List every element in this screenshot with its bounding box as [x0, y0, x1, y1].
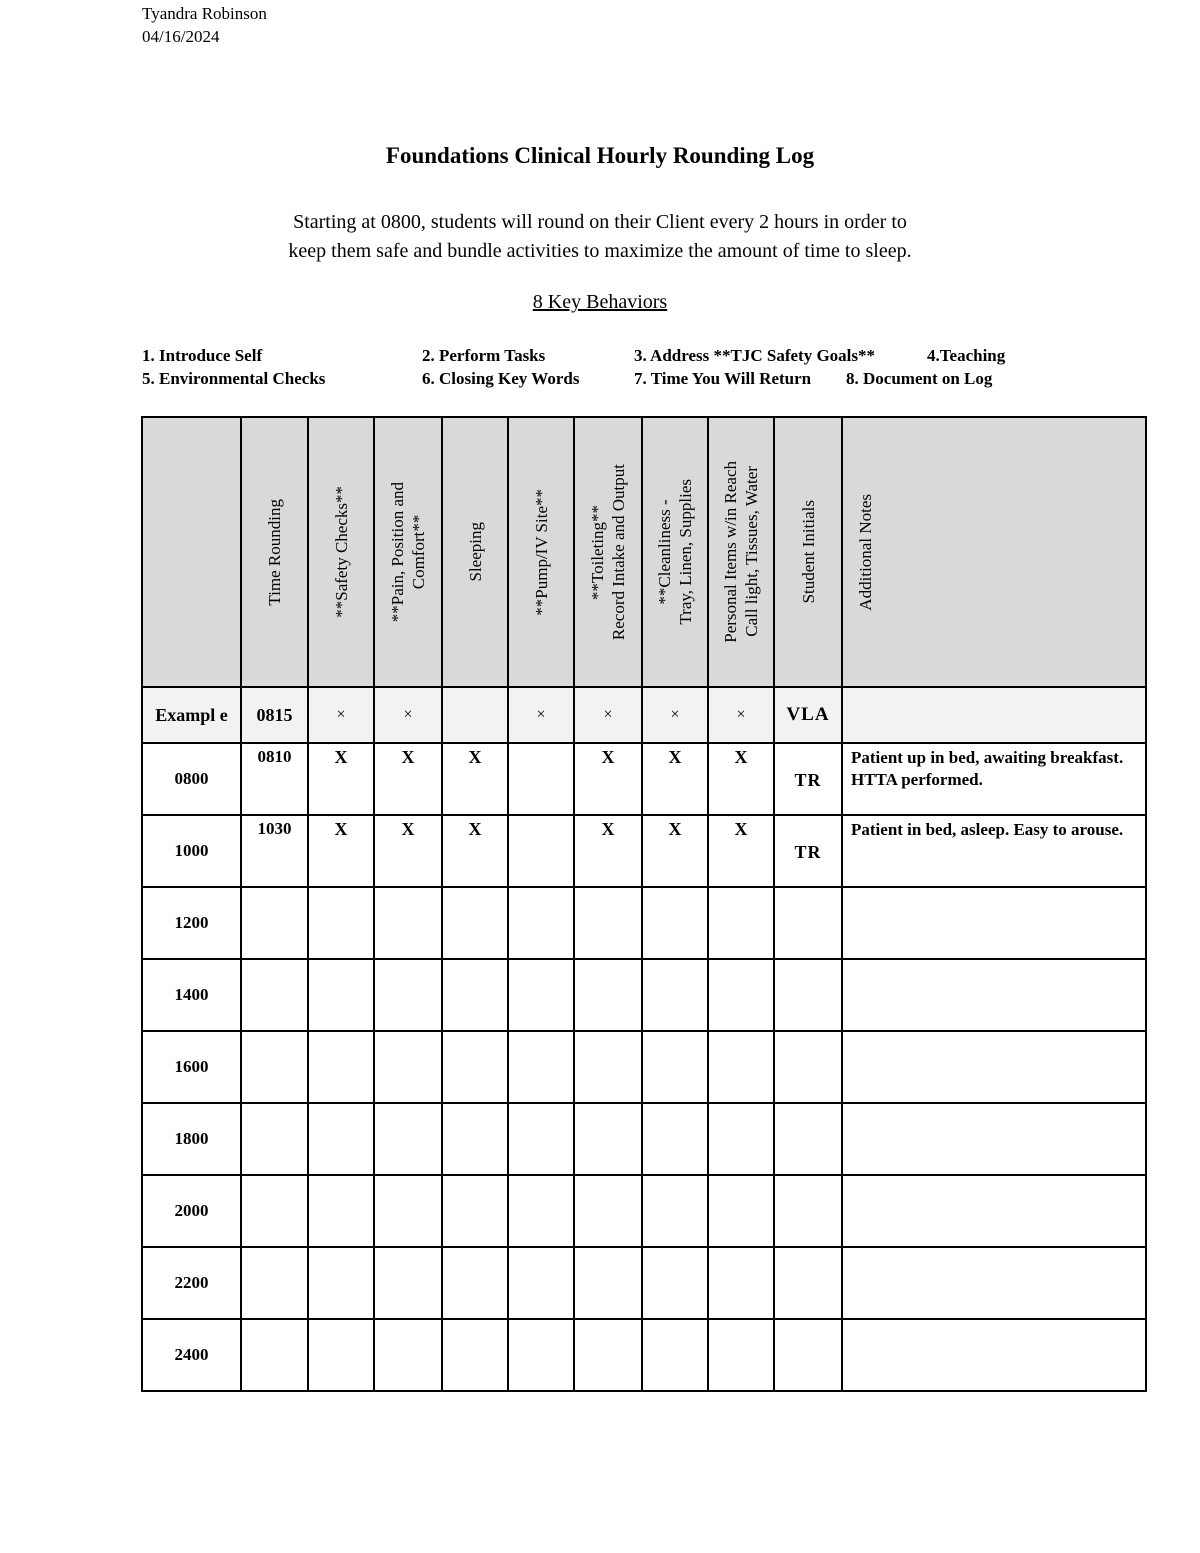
- row-time-label: 1800: [142, 1103, 241, 1175]
- student-initials-cell[interactable]: [774, 1247, 842, 1319]
- additional-notes-cell[interactable]: [842, 1103, 1146, 1175]
- check-cell[interactable]: X: [308, 743, 374, 815]
- student-initials-cell[interactable]: TR: [774, 743, 842, 815]
- behavior-item: 2. Perform Tasks: [422, 346, 546, 365]
- header-label-line: **Safety Checks**: [331, 486, 351, 618]
- table-row: [142, 887, 1146, 959]
- header-label: [720, 461, 762, 643]
- check-cell[interactable]: [308, 1103, 374, 1175]
- check-cell[interactable]: [574, 1175, 642, 1247]
- student-name: Tyandra Robinson: [142, 4, 267, 23]
- row-time-label: Exampl e: [142, 687, 241, 743]
- check-cell[interactable]: [308, 959, 374, 1031]
- behavior-item: 4.Teaching: [927, 346, 1006, 365]
- check-cell[interactable]: [642, 1103, 708, 1175]
- check-cell[interactable]: X: [642, 743, 708, 815]
- header-label-line: **Pump/IV Site**: [531, 488, 551, 616]
- check-cell[interactable]: [642, 1031, 708, 1103]
- time-rounding-cell[interactable]: 0810: [241, 743, 308, 815]
- time-rounding-cell[interactable]: [241, 959, 308, 1031]
- check-cell[interactable]: [508, 1247, 574, 1319]
- check-cell[interactable]: [374, 1175, 442, 1247]
- behavior-item: 6. Closing Key Words: [422, 369, 580, 388]
- example-row: [142, 687, 1146, 743]
- check-cell[interactable]: [442, 1247, 508, 1319]
- check-cell[interactable]: [442, 887, 508, 959]
- check-cell[interactable]: [574, 1319, 642, 1391]
- header-blank: [142, 417, 241, 687]
- header-cleanliness: [642, 417, 708, 687]
- header-label: [855, 494, 876, 611]
- header-label: [654, 479, 696, 625]
- header-cell-wrap: [575, 418, 641, 686]
- additional-notes-cell[interactable]: Patient up in bed, awaiting breakfast. HTTA performed.: [842, 743, 1146, 815]
- time-rounding-cell[interactable]: [241, 1319, 308, 1391]
- header-label: [331, 486, 352, 618]
- header-pain-position: [374, 417, 442, 687]
- check-cell[interactable]: [308, 1031, 374, 1103]
- check-cell[interactable]: X: [708, 815, 774, 887]
- page-title: Foundations Clinical Hourly Rounding Log: [385, 143, 815, 168]
- check-cell[interactable]: [508, 1031, 574, 1103]
- check-cell[interactable]: [374, 1247, 442, 1319]
- time-rounding-cell[interactable]: [241, 1247, 308, 1319]
- check-cell[interactable]: [508, 743, 574, 815]
- check-cell[interactable]: [308, 1319, 374, 1391]
- table-row: [142, 815, 1146, 887]
- check-cell[interactable]: ×: [374, 687, 442, 743]
- check-cell[interactable]: ×: [708, 687, 774, 743]
- check-cell[interactable]: [574, 1103, 642, 1175]
- check-cell[interactable]: [442, 1319, 508, 1391]
- header-label-line: Personal Items w/in Reach: [721, 461, 740, 643]
- check-cell[interactable]: [442, 1031, 508, 1103]
- table-row: [142, 743, 1146, 815]
- check-cell[interactable]: [508, 887, 574, 959]
- behavior-item: 1. Introduce Self: [142, 346, 263, 365]
- document-date: 04/16/2024: [142, 27, 220, 46]
- header-cell-wrap: [375, 418, 441, 686]
- header-label-line: Student Initials: [798, 500, 818, 604]
- check-cell[interactable]: X: [642, 815, 708, 887]
- row-time-label: 1400: [142, 959, 241, 1031]
- additional-notes-cell[interactable]: [842, 887, 1146, 959]
- check-cell[interactable]: [442, 687, 508, 743]
- header-label: [264, 499, 285, 606]
- check-cell[interactable]: [508, 1319, 574, 1391]
- check-cell[interactable]: [374, 1103, 442, 1175]
- time-rounding-cell[interactable]: [241, 887, 308, 959]
- rounding-log-table: [141, 416, 1147, 1392]
- behavior-item: 3. Address **TJC Safety Goals**: [634, 346, 876, 365]
- header-additional-notes: [842, 417, 1146, 687]
- check-cell[interactable]: [308, 1247, 374, 1319]
- header-cell-wrap: [643, 418, 707, 686]
- header-cell-wrap: [242, 418, 307, 686]
- row-time-label: 1600: [142, 1031, 241, 1103]
- row-time-label: 1200: [142, 887, 241, 959]
- student-initials-cell[interactable]: VLA: [774, 687, 842, 743]
- check-cell[interactable]: [442, 1103, 508, 1175]
- check-cell[interactable]: X: [574, 815, 642, 887]
- check-cell[interactable]: [308, 887, 374, 959]
- student-initials-cell[interactable]: [774, 887, 842, 959]
- additional-notes-cell[interactable]: [842, 1247, 1146, 1319]
- check-cell[interactable]: [508, 815, 574, 887]
- header-label-line: **Pain, Position and: [388, 481, 407, 623]
- header-label-line: **Toileting**: [588, 504, 607, 600]
- check-cell[interactable]: X: [442, 815, 508, 887]
- check-cell[interactable]: [374, 959, 442, 1031]
- additional-notes-cell[interactable]: [842, 687, 1146, 743]
- additional-notes-cell[interactable]: [842, 1175, 1146, 1247]
- header-cell-wrap: [509, 418, 573, 686]
- check-cell[interactable]: [574, 887, 642, 959]
- check-cell[interactable]: X: [374, 743, 442, 815]
- check-cell[interactable]: [708, 1031, 774, 1103]
- check-cell[interactable]: [708, 1319, 774, 1391]
- check-cell[interactable]: X: [442, 743, 508, 815]
- check-cell[interactable]: ×: [308, 687, 374, 743]
- check-cell[interactable]: [642, 959, 708, 1031]
- header-label-line: Additional Notes: [856, 493, 875, 611]
- key-behaviors-title: 8 Key Behaviors: [532, 291, 668, 313]
- check-cell[interactable]: X: [374, 815, 442, 887]
- student-initials-cell[interactable]: [774, 959, 842, 1031]
- time-rounding-cell[interactable]: [241, 1175, 308, 1247]
- table-row: [142, 1247, 1146, 1319]
- header-label: [465, 522, 486, 582]
- check-cell[interactable]: [708, 1175, 774, 1247]
- table-row: [142, 959, 1146, 1031]
- table-body: [142, 687, 1146, 1391]
- additional-notes-cell[interactable]: [842, 959, 1146, 1031]
- header-pump-iv: [508, 417, 574, 687]
- check-cell[interactable]: [642, 1175, 708, 1247]
- header-label-line: Call light, Tissues, Water: [742, 466, 761, 638]
- check-cell[interactable]: [708, 1247, 774, 1319]
- header-label: [387, 482, 429, 622]
- header-label-line: Time Rounding: [265, 498, 284, 606]
- check-cell[interactable]: X: [574, 743, 642, 815]
- header-cell-wrap: [443, 418, 507, 686]
- header-time-rounding: [241, 417, 308, 687]
- student-initials-cell[interactable]: TR: [774, 815, 842, 887]
- check-cell[interactable]: [508, 1175, 574, 1247]
- time-rounding-cell[interactable]: 0815: [241, 687, 308, 743]
- table-header-row: [142, 417, 1146, 687]
- check-cell[interactable]: [574, 1247, 642, 1319]
- check-cell[interactable]: [574, 959, 642, 1031]
- row-time-label: 2200: [142, 1247, 241, 1319]
- behavior-item: 8. Document on Log: [846, 369, 993, 388]
- header-label: [587, 464, 629, 640]
- time-rounding-cell[interactable]: [241, 1103, 308, 1175]
- header-label-line: **Cleanliness -: [655, 499, 674, 605]
- check-cell[interactable]: [708, 887, 774, 959]
- header-cell-wrap: [309, 418, 373, 686]
- header-cell-wrap: [775, 418, 841, 686]
- check-cell[interactable]: ×: [574, 687, 642, 743]
- row-time-label: 1000: [142, 815, 241, 887]
- table-row: [142, 1319, 1146, 1391]
- check-cell[interactable]: [374, 1319, 442, 1391]
- check-cell[interactable]: X: [308, 815, 374, 887]
- table-row: [142, 1031, 1146, 1103]
- row-time-label: 0800: [142, 743, 241, 815]
- behavior-item: 7. Time You Will Return: [634, 369, 812, 388]
- student-initials-cell[interactable]: [774, 1175, 842, 1247]
- check-cell[interactable]: [374, 887, 442, 959]
- check-cell[interactable]: [708, 1103, 774, 1175]
- additional-notes-cell[interactable]: [842, 1031, 1146, 1103]
- check-cell[interactable]: [574, 1031, 642, 1103]
- table-row: [142, 1103, 1146, 1175]
- student-initials-cell[interactable]: [774, 1103, 842, 1175]
- behavior-item: 5. Environmental Checks: [142, 369, 326, 388]
- header-label: [798, 500, 819, 603]
- additional-notes-cell[interactable]: [842, 1319, 1146, 1391]
- header-cell-wrap: [843, 418, 1145, 686]
- row-time-label: 2400: [142, 1319, 241, 1391]
- check-cell[interactable]: [508, 1103, 574, 1175]
- header-toileting: [574, 417, 642, 687]
- student-initials-cell[interactable]: [774, 1319, 842, 1391]
- check-cell[interactable]: ×: [508, 687, 574, 743]
- header-safety-checks: [308, 417, 374, 687]
- check-cell[interactable]: X: [708, 743, 774, 815]
- header-cell-wrap: [143, 418, 240, 686]
- header-cell-wrap: [709, 418, 773, 686]
- intro-paragraph: [0, 208, 1200, 266]
- intro-line-1: Starting at 0800, students will round on their Client every 2 hours in order to: [293, 211, 907, 233]
- check-cell[interactable]: ×: [642, 687, 708, 743]
- header-personal-items: [708, 417, 774, 687]
- check-cell[interactable]: [508, 959, 574, 1031]
- check-cell[interactable]: [642, 1247, 708, 1319]
- check-cell[interactable]: [642, 887, 708, 959]
- table-row: [142, 1175, 1146, 1247]
- intro-line-2: keep them safe and bundle activities to maximize the amount of time to sleep.: [288, 240, 912, 262]
- header-label-line: Tray, Linen, Supplies: [676, 479, 695, 625]
- student-initials-cell[interactable]: [774, 1031, 842, 1103]
- additional-notes-cell[interactable]: Patient in bed, asleep. Easy to arouse.: [842, 815, 1146, 887]
- row-time-label: 2000: [142, 1175, 241, 1247]
- time-rounding-cell[interactable]: [241, 1031, 308, 1103]
- document-header: [142, 2, 267, 48]
- check-cell[interactable]: [374, 1031, 442, 1103]
- check-cell[interactable]: [442, 1175, 508, 1247]
- header-label-line: Record Intake and Output: [609, 463, 628, 641]
- header-student-initials: [774, 417, 842, 687]
- header-sleeping: [442, 417, 508, 687]
- header-label-line: Sleeping: [465, 522, 485, 582]
- header-label-line: Comfort**: [409, 514, 428, 590]
- check-cell[interactable]: [642, 1319, 708, 1391]
- header-label: [531, 489, 552, 616]
- check-cell[interactable]: [308, 1175, 374, 1247]
- time-rounding-cell[interactable]: 1030: [241, 815, 308, 887]
- check-cell[interactable]: [708, 959, 774, 1031]
- check-cell[interactable]: [442, 959, 508, 1031]
